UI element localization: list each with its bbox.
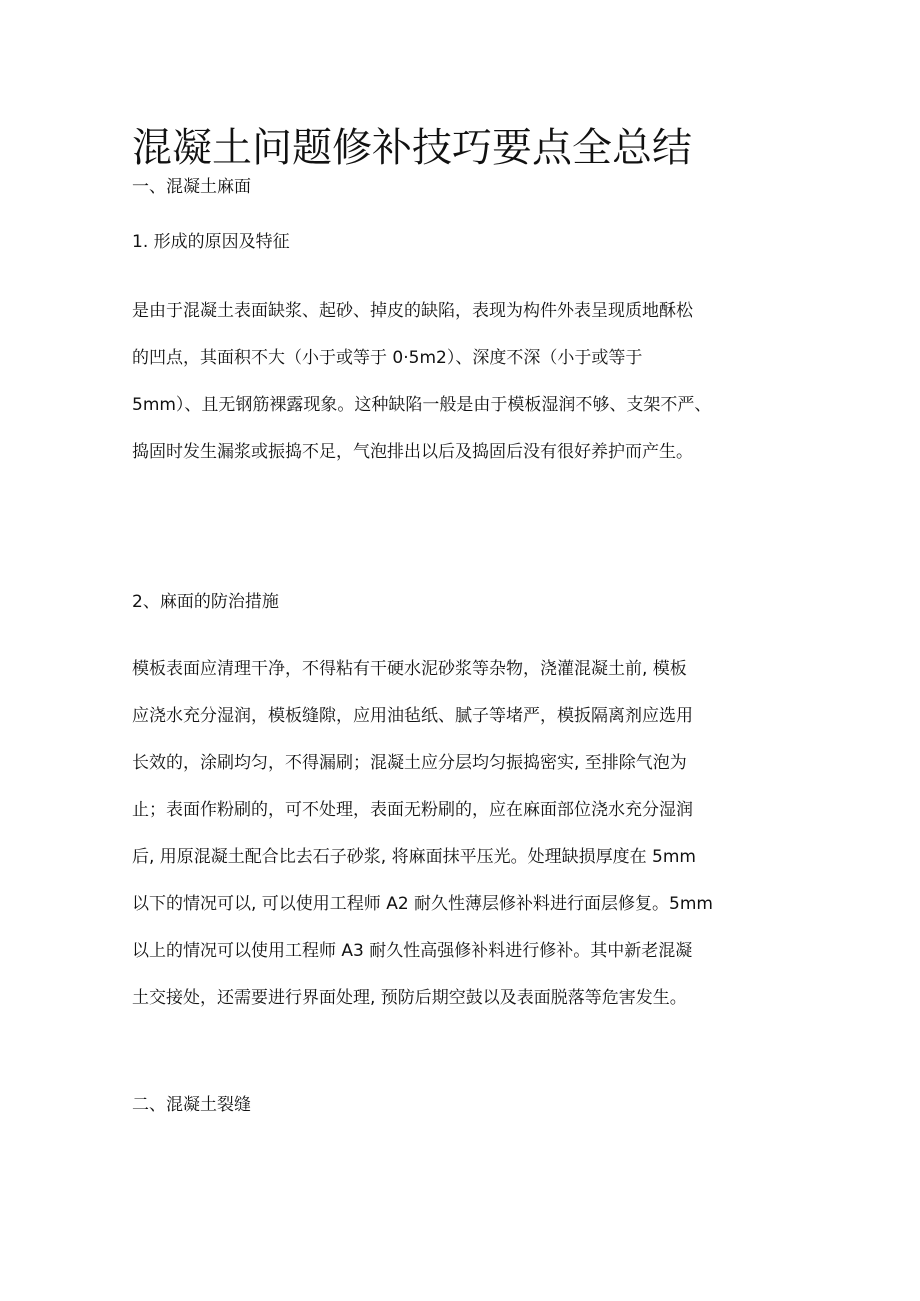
- paragraph-line: 模板表面应清理干净，不得粘有干硬水泥砂浆等杂物，浇灌混凝土前, 模板: [132, 659, 687, 679]
- paragraph-line: 5mm）、且无钢筋裸露现象。这种缺陷一般是由于模板湿润不够、支架不严、: [132, 395, 712, 415]
- paragraph-prevention: [132, 646, 713, 1022]
- paragraph-line: 长效的，涂刷均匀，不得漏刷；混凝土应分层均匀振捣密实, 至排除气泡为: [132, 753, 687, 773]
- paragraph-causes: [132, 288, 711, 476]
- section-heading-prevention: 2、麻面的防治措施: [132, 592, 279, 612]
- paragraph-line: 以下的情况可以, 可以使用工程师 A2 耐久性薄层修补料进行面层修复。5mm: [132, 894, 713, 914]
- subsection-heading-causes: 1. 形成的原因及特征: [132, 232, 290, 252]
- paragraph-line: 的凹点，其面积不大（小于或等于 0·5m2）、深度不深（小于或等于: [132, 348, 643, 368]
- paragraph-line: 以上的情况可以使用工程师 A3 耐久性高强修补料进行修补。其中新老混凝: [132, 941, 693, 961]
- document-title: 混凝土问题修补技巧要点全总结: [132, 125, 692, 171]
- section-heading-cracks: 二、混凝土裂缝: [132, 1095, 251, 1115]
- paragraph-line: 应浇水充分湿润，模板缝隙，应用油毡纸、腻子等堵严，模扳隔离剂应选用: [132, 706, 693, 726]
- paragraph-line: 捣固时发生漏浆或振捣不足，气泡排出以后及捣固后没有很好养护而产生。: [132, 442, 693, 462]
- paragraph-line: 止；表面作粉刷的，可不处理，表面无粉刷的，应在麻面部位浇水充分湿润: [132, 800, 693, 820]
- paragraph-line: 土交接处，还需要进行界面处理, 预防后期空鼓以及表面脱落等危害发生。: [132, 988, 687, 1008]
- paragraph-line: 是由于混凝土表面缺浆、起砂、掉皮的缺陷，表现为构件外表呈现质地酥松: [132, 301, 693, 321]
- paragraph-line: 后, 用原混凝土配合比去石子砂浆, 将麻面抹平压光。处理缺损厚度在 5mm: [132, 847, 696, 867]
- section-heading-mianmian: 一、混凝土麻面: [132, 177, 251, 197]
